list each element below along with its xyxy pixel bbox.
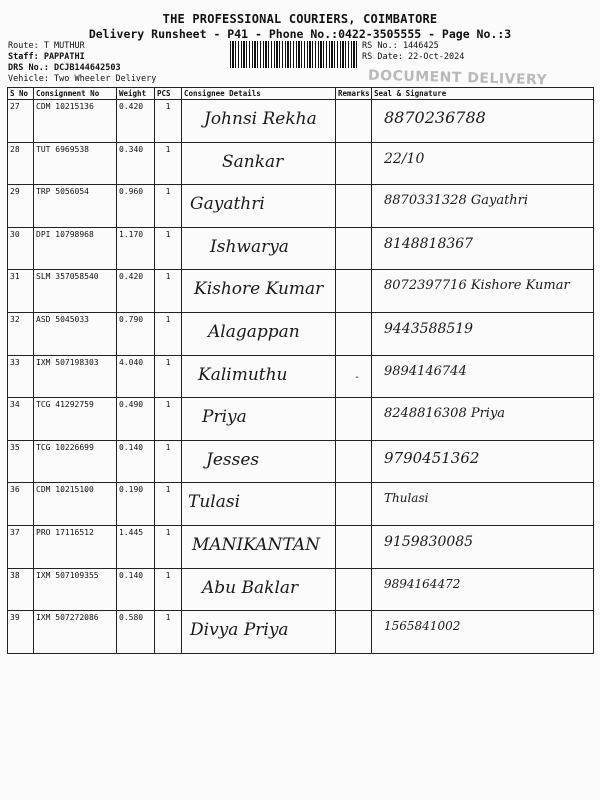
remarks-cell xyxy=(336,270,372,313)
consignee-handwriting: Divya Priya xyxy=(190,620,289,641)
drs-no: DRS No.: DCJB144642503 xyxy=(8,63,121,73)
signature-cell xyxy=(372,270,594,313)
weight-cell: 1.445 xyxy=(117,525,155,568)
col-consignment: Consignment No xyxy=(34,88,117,100)
remarks-cell xyxy=(336,525,372,568)
sno-cell: 37 xyxy=(8,525,34,568)
col-sno: S No xyxy=(8,88,34,100)
consignment-cell: TCG 10226699 xyxy=(34,440,117,483)
table-row xyxy=(8,227,594,270)
remarks-cell xyxy=(336,398,372,441)
table-row xyxy=(8,568,594,611)
weight-cell: 0.490 xyxy=(117,398,155,441)
runsheet-table xyxy=(7,87,594,654)
sno-cell: 36 xyxy=(8,483,34,526)
pcs-cell: 1 xyxy=(155,312,182,355)
weight-cell: 4.040 xyxy=(117,355,155,398)
signature-cell xyxy=(372,483,594,526)
table-row xyxy=(8,355,594,398)
table-row xyxy=(8,525,594,568)
remarks-cell xyxy=(336,568,372,611)
remarks-cell xyxy=(336,142,372,185)
rs-date: RS Date: 22-Oct-2024 xyxy=(362,52,465,62)
consignee-cell xyxy=(182,185,336,228)
signature-handwriting: 8248816308 Priya xyxy=(384,406,506,422)
consignee-cell xyxy=(182,312,336,355)
consignee-handwriting: Priya xyxy=(202,407,247,428)
table-row xyxy=(8,142,594,185)
consignment-cell: CDM 10215136 xyxy=(34,100,117,143)
runsheet-title: Delivery Runsheet - P41 - Phone No.:0422-3505555 - Page No.:3 xyxy=(88,27,512,41)
consignee-handwriting: Johnsi Rekha xyxy=(204,109,317,129)
sno-cell: 34 xyxy=(8,398,34,441)
consignee-cell xyxy=(182,440,336,483)
signature-cell xyxy=(372,611,594,654)
signature-cell xyxy=(372,568,594,611)
consignee-handwriting: MANIKANTAN xyxy=(192,534,320,555)
signature-handwriting: 9894146744 xyxy=(384,363,467,379)
signature-handwriting: 8870236788 xyxy=(384,108,486,127)
signature-cell xyxy=(372,100,594,143)
remarks-cell xyxy=(336,100,372,143)
signature-handwriting: Thulasi xyxy=(384,491,429,506)
weight-cell: 0.960 xyxy=(117,185,155,228)
consignee-handwriting: Kishore Kumar xyxy=(194,279,324,300)
sno-cell: 32 xyxy=(8,312,34,355)
table-row xyxy=(8,185,594,228)
signature-handwriting: 9443588519 xyxy=(384,320,474,337)
meta-right xyxy=(362,41,464,63)
consignee-cell xyxy=(182,270,336,313)
consignee-handwriting: Gayathri xyxy=(190,194,265,215)
col-signature: Seal & Signature xyxy=(372,88,594,100)
table-row xyxy=(8,398,594,441)
table-row xyxy=(8,312,594,355)
sno-cell: 28 xyxy=(8,142,34,185)
pcs-cell: 1 xyxy=(155,525,182,568)
table-header-row xyxy=(8,88,594,100)
consignee-handwriting: Kalimuthu xyxy=(198,364,288,385)
sno-cell: 35 xyxy=(8,440,34,483)
pcs-cell: 1 xyxy=(155,355,182,398)
consignee-handwriting: Ishwarya xyxy=(210,236,289,257)
sno-cell: 29 xyxy=(8,185,34,228)
remarks-cell xyxy=(336,227,372,270)
col-weight: Weight xyxy=(117,88,155,100)
consignee-cell xyxy=(182,100,336,143)
signature-handwriting: 1565841002 xyxy=(384,619,461,634)
pcs-cell: 1 xyxy=(155,398,182,441)
signature-cell xyxy=(372,312,594,355)
pcs-cell: 1 xyxy=(155,483,182,526)
weight-cell: 0.340 xyxy=(117,142,155,185)
signature-cell xyxy=(372,355,594,398)
signature-cell xyxy=(372,398,594,441)
remarks-cell xyxy=(336,185,372,228)
signature-handwriting: 8072397716 Kishore Kumar xyxy=(384,278,570,294)
pcs-cell: 1 xyxy=(155,611,182,654)
document-delivery-stamp: DOCUMENT DELIVERY xyxy=(367,67,548,89)
barcode xyxy=(230,41,357,68)
sno-cell: 31 xyxy=(8,270,34,313)
col-pcs: PCS xyxy=(155,88,182,100)
rs-no: RS No.: 1446425 xyxy=(362,41,439,51)
signature-cell xyxy=(372,525,594,568)
consignment-cell: SLM 357058540 xyxy=(34,270,117,313)
weight-cell: 0.420 xyxy=(117,270,155,313)
consignee-cell xyxy=(182,611,336,654)
pcs-cell: 1 xyxy=(155,270,182,313)
signature-handwriting: 8870331328 Gayathri xyxy=(384,193,529,209)
signature-cell xyxy=(372,440,594,483)
remarks-cell xyxy=(336,611,372,654)
pcs-cell: 1 xyxy=(155,568,182,611)
route: Route: T MUTHUR xyxy=(8,41,85,51)
remarks-cell xyxy=(336,483,372,526)
weight-cell: 0.140 xyxy=(117,568,155,611)
table-row xyxy=(8,483,594,526)
weight-cell: 0.580 xyxy=(117,611,155,654)
consignment-cell: CDM 10215100 xyxy=(34,483,117,526)
consignee-cell xyxy=(182,355,336,398)
consignment-cell: TCG 41292759 xyxy=(34,398,117,441)
consignee-handwriting: Sankar xyxy=(222,151,284,172)
sno-cell: 30 xyxy=(8,227,34,270)
consignment-cell: ASD 5045033 xyxy=(34,312,117,355)
remarks-cell xyxy=(336,312,372,355)
sno-cell: 33 xyxy=(8,355,34,398)
weight-cell: 0.190 xyxy=(117,483,155,526)
table-row xyxy=(8,270,594,313)
signature-cell xyxy=(372,227,594,270)
signature-handwriting: 9894164472 xyxy=(384,576,461,591)
consignment-cell: IXM 507109355 xyxy=(34,568,117,611)
weight-cell: 0.420 xyxy=(117,100,155,143)
staff: Staff: PAPPATHI xyxy=(8,52,85,62)
weight-cell: 0.140 xyxy=(117,440,155,483)
consignee-handwriting: Alagappan xyxy=(208,321,300,342)
col-remarks: Remarks xyxy=(336,88,372,100)
consignee-cell xyxy=(182,525,336,568)
signature-cell xyxy=(372,185,594,228)
remarks-cell xyxy=(336,355,372,398)
consignee-handwriting: Tulasi xyxy=(188,492,241,513)
consignee-cell xyxy=(182,398,336,441)
signature-handwriting: 8148818367 xyxy=(384,235,474,252)
pcs-cell: 1 xyxy=(155,142,182,185)
consignment-cell: IXM 507272086 xyxy=(34,611,117,654)
consignee-cell xyxy=(182,227,336,270)
consignee-cell xyxy=(182,142,336,185)
pcs-cell: 1 xyxy=(155,227,182,270)
pcs-cell: 1 xyxy=(155,440,182,483)
vehicle: Vehicle: Two Wheeler Delivery xyxy=(8,74,157,84)
remarks-cell xyxy=(336,440,372,483)
pcs-cell: 1 xyxy=(155,185,182,228)
consignment-cell: IXM 507198303 xyxy=(34,355,117,398)
consignment-cell: TRP 5056054 xyxy=(34,185,117,228)
signature-handwriting: 9790451362 xyxy=(384,448,480,467)
signature-handwriting: 22/10 xyxy=(384,150,425,167)
sno-cell: 39 xyxy=(8,611,34,654)
consignee-cell xyxy=(182,483,336,526)
consignee-handwriting: Abu Baklar xyxy=(202,577,299,598)
weight-cell: 1.170 xyxy=(117,227,155,270)
sno-cell: 27 xyxy=(8,100,34,143)
consignee-handwriting: Jesses xyxy=(206,449,260,470)
consignment-cell: TUT 6969538 xyxy=(34,142,117,185)
remarks-text: - xyxy=(354,371,361,383)
signature-handwriting: 9159830085 xyxy=(384,533,474,550)
table-row xyxy=(8,611,594,654)
weight-cell: 0.790 xyxy=(117,312,155,355)
table-row xyxy=(8,440,594,483)
consignment-cell: DPI 10798968 xyxy=(34,227,117,270)
signature-cell xyxy=(372,142,594,185)
sno-cell: 38 xyxy=(8,568,34,611)
col-consignee: Consignee Details xyxy=(182,88,336,100)
consignee-cell xyxy=(182,568,336,611)
pcs-cell: 1 xyxy=(155,100,182,143)
consignment-cell: PRO 17116512 xyxy=(34,525,117,568)
table-row xyxy=(8,100,594,143)
meta-left xyxy=(8,41,156,85)
company-title: THE PROFESSIONAL COURIERS, COIMBATORE xyxy=(162,12,438,26)
